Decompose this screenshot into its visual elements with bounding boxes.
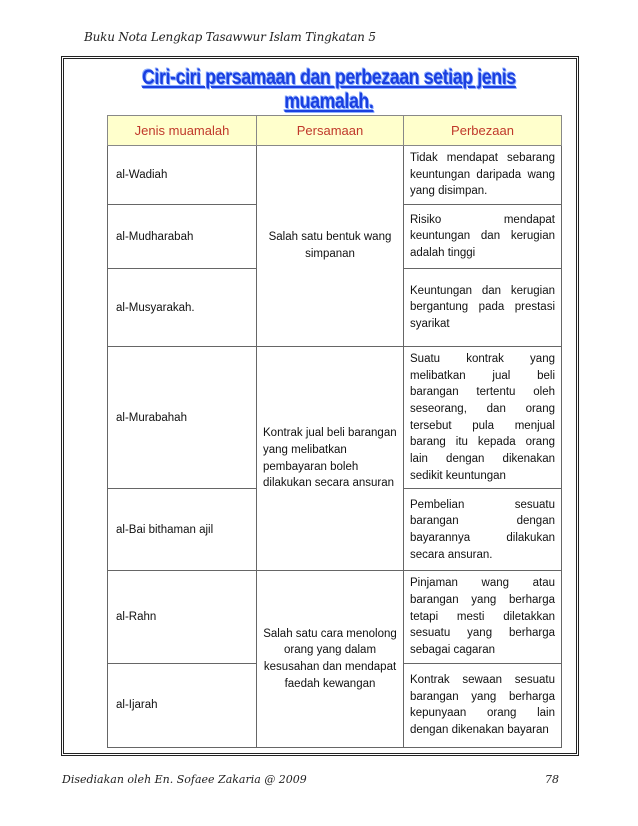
header-persamaan: Persamaan: [257, 116, 404, 146]
page-title: Ciri-ciri persamaan dan perbezaan setiap jenis muamalah.: [142, 66, 516, 113]
header-perbezaan: Perbezaan: [404, 116, 562, 146]
persamaan-cell: Kontrak jual beli barangan yang melibatkan pembayaran boleh dilakukan secara ansuran: [257, 347, 404, 571]
perbezaan-cell: Kontrak sewaan sesuatu barangan yang berharga kepunyaan orang lain dengan dikenakan bayaran: [404, 663, 562, 747]
jenis-cell: al-Rahn: [108, 571, 257, 663]
table-row: [108, 571, 562, 663]
jenis-cell: al-Wadiah: [108, 146, 257, 205]
table-row: [108, 146, 562, 205]
footer-credit: Disediakan oleh En. Sofaee Zakaria @ 2009: [62, 773, 307, 786]
persamaan-cell: Salah satu cara menolong orang yang dalam kesusahan dan mendapat faedah kewangan: [257, 571, 404, 747]
jenis-cell: al-Mudharabah: [108, 205, 257, 269]
jenis-cell: al-Murabahah: [108, 347, 257, 489]
perbezaan-cell: Pinjaman wang atau barangan yang berharga tetapi mesti diletakkan sesuatu yang berharga sebagai cagaran: [404, 571, 562, 663]
table-row: [108, 347, 562, 489]
jenis-cell: al-Musyarakah.: [108, 269, 257, 347]
perbezaan-cell: Suatu kontrak yang melibatkan jual beli barangan tertentu oleh seseorang, dan orang tersebut pula menjual barang itu kepada orang lain dengan dikenakan sedikit keuntungan: [404, 347, 562, 489]
muamalah-table: [107, 115, 562, 748]
page-number: 78: [545, 773, 559, 786]
perbezaan-cell: Tidak mendapat sebarang keuntungan daripada wang yang disimpan.: [404, 146, 562, 205]
perbezaan-cell: Keuntungan dan kerugian bergantung pada prestasi syarikat: [404, 269, 562, 347]
jenis-cell: al-Ijarah: [108, 663, 257, 747]
header-jenis: Jenis muamalah: [108, 116, 257, 146]
table-header-row: [108, 116, 562, 146]
jenis-cell: al-Bai bithaman ajil: [108, 489, 257, 571]
running-header: Buku Nota Lengkap Tasawwur Islam Tingkatan 5: [84, 30, 376, 44]
perbezaan-cell: Pembelian sesuatu barangan dengan bayarannya dilakukan secara ansuran.: [404, 489, 562, 571]
perbezaan-cell: Risiko mendapat keuntungan dan kerugian adalah tinggi: [404, 205, 562, 269]
persamaan-cell: Salah satu bentuk wang simpanan: [257, 146, 404, 347]
